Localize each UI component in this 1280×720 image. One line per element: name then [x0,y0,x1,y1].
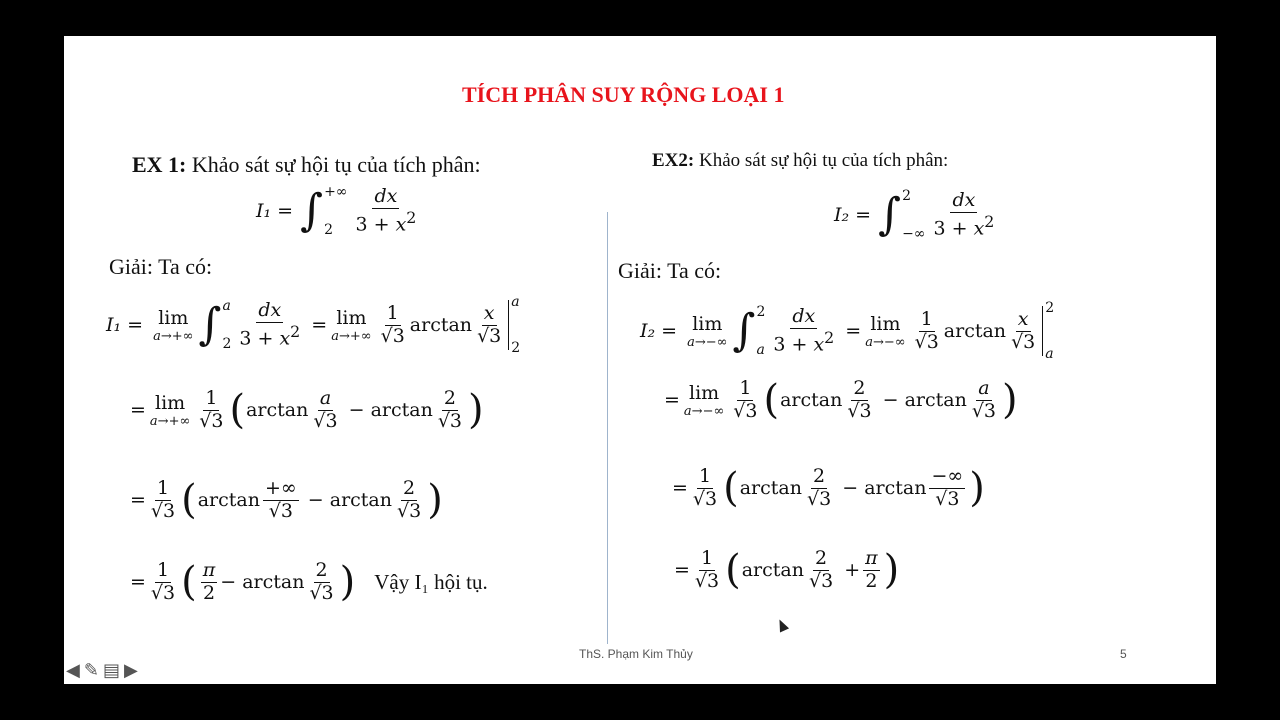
ex1-step-3: = $\frac{1}{√3}$ ( arctan $\frac{+\infty}{√3}$ − arctan $\frac{2}{√3}$ ) [130,477,443,524]
ex1-step-2: = lim a→+∞ $\frac{1}{√3}$ ( arctan $\frac{a}{√3}$ − arctan $\frac{2}{√3}$ ) [130,387,484,434]
ex2-heading [652,150,948,172]
ex1-solution-label: Giải: Ta có: [109,254,213,279]
mouse-cursor-icon [775,617,789,632]
ex1-heading [132,152,481,178]
menu-icon[interactable]: ▤ [102,660,120,681]
ex2-solution-label: Giải: Ta có: [618,258,722,283]
ex1-label: EX 1: [132,152,187,177]
integrand: $\frac{dx}{3 + x^2}$ [933,188,995,240]
pen-icon[interactable]: ✎ [83,660,99,681]
ex2-step-2: = lim a→−∞ $\frac{1}{√3}$ ( arctan $\frac{2}{√3}$ − arctan $\frac{a}{√3}$ ) [664,377,1018,424]
i1-name: I₁ [256,200,272,222]
integrand: $\frac{dx}{3 + x^2}$ [355,184,417,236]
ex1-integral: I₁ = ∫ +∞ 2 $\frac{dx}{3 + x^2}$ [256,184,417,238]
integral-sign-icon: ∫ [300,185,324,236]
integral-sign-icon: ∫ [878,189,902,240]
slide-controls [66,660,138,681]
page-number: 5 [1120,647,1127,661]
i2-name: I₂ [834,204,850,226]
ex2-step-1: I₂ = lim a→−∞ ∫ 2 a $\frac{dx}{3 + x^2}$ = lim a→−∞ $\frac{1}{√3}$ arctan $\frac{x}{√3}$ 2 a [640,300,1055,362]
ex1-conclusion: Vậy I₁ hội tụ. [374,569,488,594]
ex1-step-4: = $\frac{1}{√3}$ ( $\frac{\pi}{2}$ − arctan $\frac{2}{√3}$ ) Vậy I₁ hội tụ. [130,559,488,606]
ex2-label: EX2: [652,150,695,171]
ex2-step-3: = $\frac{1}{√3}$ ( arctan $\frac{2}{√3}$ − arctan $\frac{-\infty}{√3}$ ) [672,465,985,512]
ex2-integral: I₂ = ∫ 2 −∞ $\frac{dx}{3 + x^2}$ [834,188,995,242]
ex2-step-4: = $\frac{1}{√3}$ ( arctan $\frac{2}{√3}$ + $\frac{\pi}{2}$ ) [674,547,900,594]
ex2-text: Khảo sát sự hội tụ của tích phân: [694,150,949,171]
arrow-left-icon[interactable]: ◀ [66,660,80,681]
slide [64,36,1216,684]
ex1-text: Khảo sát sự hội tụ của tích phân: [186,152,481,177]
arrow-right-icon[interactable]: ▶ [123,660,138,681]
integral-limits: +∞ 2 [324,184,348,238]
slide-title: TÍCH PHÂN SUY RỘNG LOẠI 1 [462,82,785,107]
integral-limits: 2 −∞ [902,188,926,242]
ex1-step-1: I₁ = lim a→+∞ ∫ a 2 $\frac{dx}{3 + x^2}$ = lim a→+∞ $\frac{1}{√3}$ arctan $\frac{x}{√3}$ a 2 [106,294,521,356]
column-divider [607,212,608,644]
footer-author: ThS. Phạm Kim Thủy [579,647,693,661]
